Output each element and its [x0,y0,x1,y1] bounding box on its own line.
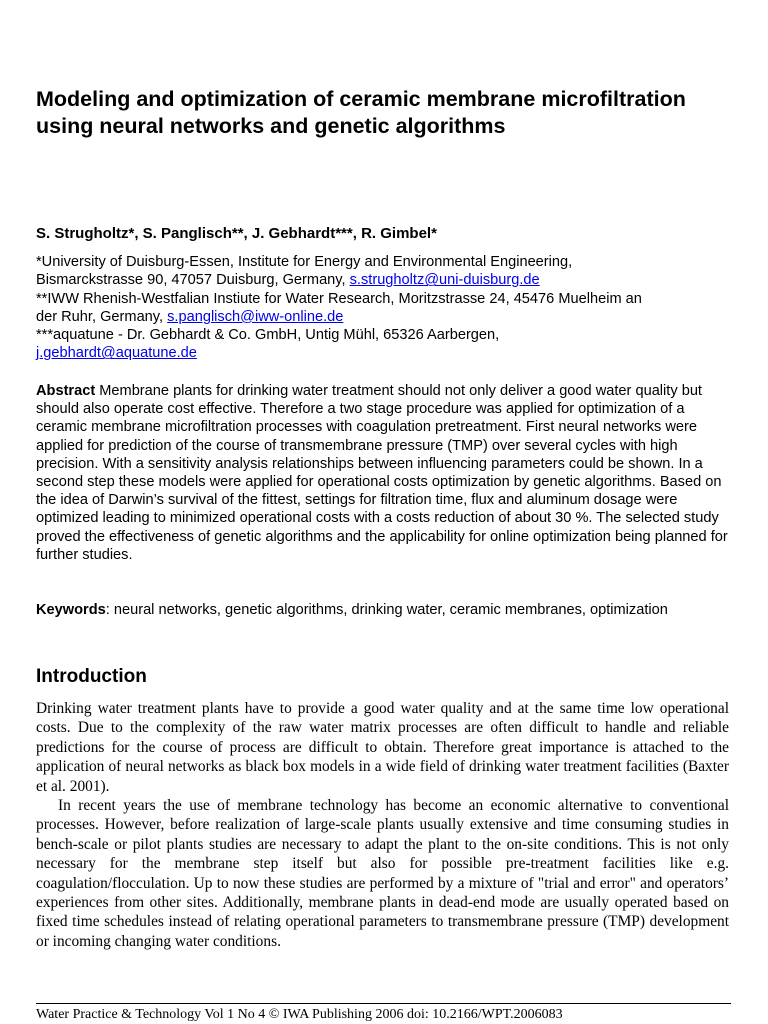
keywords-text: : neural networks, genetic algorithms, drinking water, ceramic membranes, optimization [105,602,668,618]
keywords [36,601,732,620]
affiliation-address: Bismarckstrasse 90, 47057 Duisburg, Germany, [36,272,350,289]
footer-divider [36,1003,731,1004]
section-heading-introduction: Introduction [36,666,147,687]
abstract-label: Abstract [36,383,96,399]
email-link-strugholtz[interactable]: s.strugholtz@uni-duisburg.de [349,272,540,289]
keywords-label: Keywords [36,602,106,618]
affiliation-line [36,271,746,289]
affiliation-line [36,344,746,362]
affiliation-line: *University of Duisburg-Essen, Institute for Energy and Environmental Engineering, [36,254,573,270]
affiliation-line: ***aquatune - Dr. Gebhardt & Co. GmbH, Untig Mühl, 65326 Aarbergen, [36,327,500,344]
introduction-body [36,699,729,951]
affiliations [36,253,746,363]
paper-title: Modeling and optimization of ceramic membrane microfiltration using neural networks and genetic algorithms [36,87,686,138]
affiliation-address: der Ruhr, Germany, [36,308,168,325]
paragraph: Drinking water treatment plants have to provide a good water quality and at the same time low operational costs. Due to the complexity of the raw water matrix processes are often difficult to handle and reliable predictions for the course of process are difficult to obtain. Therefore great importance is attached to the application of neural networks as black box models in a wide field of drinking water treatment facilities (Baxter et al. 2001). [36,700,729,795]
email-link-gebhardt[interactable]: j.gebhardt@aquatune.de [36,345,197,362]
page-footer: Water Practice & Technology Vol 1 No 4 © IWA Publishing 2006 doi: 10.2166/WPT.2006083 [36,1007,563,1022]
abstract [36,382,732,564]
email-link-panglisch[interactable]: s.panglisch@iww-online.de [167,308,344,325]
affiliation-line [36,308,746,326]
paragraph: In recent years the use of membrane technology has become an economic alternative to conventional processes. However, before realization of large-scale plants usually extensive and time consuming studies in bench-scale or pilot plants studies are necessary to adapt the plant to the on-site conditions. This is not only necessary for the membrane step itself but also for possible pre-treatment facilities like e.g. coagulation/flocculation. Up to now these studies are performed by a mixture of "trial and error" and operators’ experiences from other sites. Additionally, membrane plants in dead-end mode are usually operated based on fixed time schedules instead of relating operational parameters to transmembrane pressure (TMP) development or incoming changing water conditions. [36,797,729,950]
author-list: S. Strugholtz*, S. Panglisch**, J. Gebhardt***, R. Gimbel* [36,225,437,242]
affiliation-line: **IWW Rhenish-Westfalian Instiute for Water Research, Moritzstrasse 24, 45476 Muelheim an [36,290,642,307]
abstract-text: Membrane plants for drinking water treatment should not only deliver a good water quality but should also operate cost effective. Therefore a two stage procedure was applied for optimization of a ceramic membrane microfiltration processes with coagulation pretreatment. First neural networks were applied for prediction of the course of transmembrane pressure (TMP) over several cycles with high precision. With a sensitivity analysis relationships between influencing parameters could be shown. In a second step these models were applied for operational costs optimization by genetic algorithms. Based on the idea of Darwin’s survival of the fittest, settings for filtration time, flux and aluminum dosage were optimized leading to minimized operational costs with a costs reduction of about 30 %. The selected study proved the effectiveness of genetic algorithms and the applicability for online optimization being planned for further studies. [36,383,728,563]
